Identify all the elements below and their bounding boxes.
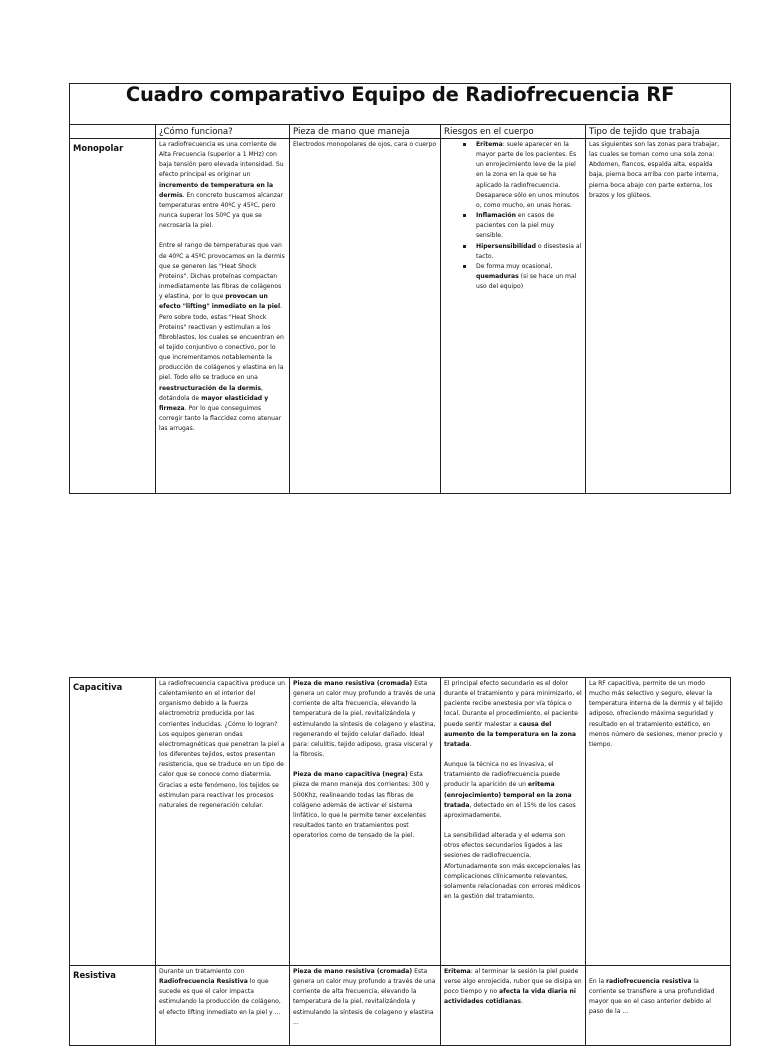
cell-capacitiva-tejido: La RF capacitiva, permite de un modo mucho más selectivo y seguro, elevar la temperatura interna de la dermis y el tejido adiposo, ofreciendo máxima seguridad y resultado en el tratamiento estético, en menos número de sesiones, menor precio y tiempo. (586, 678, 731, 966)
row-resistiva (70, 966, 731, 1046)
list-item: Hipersensibilidad o disestesia al tacto. (460, 242, 582, 262)
cell-monopolar-pieza: Electrodos monopolares de ojos, cara o cuerpo (290, 139, 441, 494)
comparison-table-top (69, 83, 731, 494)
header-riesgos: Riesgos en el cuerpo (441, 125, 586, 139)
cell-capacitiva-como-funciona: La radiofrecuencia capacitiva produce un calentamiento en el interior del organismo debido a la fuerza electromotriz producida por las corrientes inducidas. ¿Cómo lo logran? Los equipos generan ondas electromagnéticas que penetran la piel a los diferentes tejidos, estos presentan resistencia, que se traduce en un tipo de calor que se conoce como diatermia. Gracias a este fenómeno, los tejidos se estimulan para reactivar los procesos naturales de regeneración celular. (156, 678, 290, 966)
header-pieza-de-mano: Pieza de mano que maneja (290, 125, 441, 139)
cell-monopolar-riesgos (441, 139, 586, 494)
header-empty (70, 125, 156, 139)
riesgos-list (444, 140, 582, 292)
cell-resistiva-tejido: En la radiofrecuencia resistiva la corriente se transfiere a una profundidad mayor que en el caso anterior debido al paso de la ... (586, 966, 731, 1046)
row-label-capacitiva: Capacitiva (70, 678, 156, 966)
cell-resistiva-como-funciona: Durante un tratamiento con Radiofrecuencia Resistiva lo que sucede es que el calor impacta estimulando la producción de colágeno, el efecto lifting inmediato en la piel y ... (156, 966, 290, 1046)
list-item: Inflamación en casos de pacientes con la piel muy sensible. (460, 211, 582, 241)
comparison-table-bottom (69, 677, 731, 1046)
header-row (70, 125, 731, 139)
list-item: De forma muy ocasional, quemaduras (si se hace un mal uso del equipo) (460, 262, 582, 292)
cell-resistiva-pieza: Pieza de mano resistiva (cromada) Esta genera un calor muy profundo a través de una corriente de alta frecuencia, elevando la temperatura de la piel, revitalizándola y estimulando la síntesis de colageno y elastina ... (290, 966, 441, 1046)
cell-monopolar-tejido: Las siguientes son las zonas para trabajar, las cuales se toman como una sola zona: Abdomen, flancos, espalda alta, espalda baja, pierna boca arriba con parte interna, pierna boca abajo con parte externa, los brazos y los glúteos. (586, 139, 731, 494)
row-capacitiva (70, 678, 731, 966)
cell-monopolar-como-funciona: La radiofrecuencia es una corriente de Alta Frecuencia (superior a 1 MHz) con baja tensión pero elevada intensidad. Su efecto principal es originar un incremento de temperatura en la dermis. En concreto buscamos alcanzar temperaturas entre 40ºC y 45ºC, pero nunca superar los 50ºC ya que se necrosaría la piel. Entre el rango de temperaturas que van de 40ºC a 45ºC provocamos en la dermis que se generen las "Heat Shock Proteins". Dichas proteínas compactan inmediatamente las fibras de colágenos y elastina, por lo que provocan un efecto "lifting" inmediato en la piel. Pero sobre todo, estas "Heat Shock Proteins" reactivan y estimulan a los fibroblastos, los cuales se encuentran en el tejido conjuntivo o conectivo, por lo que incrementamos notablemente la producción de colágenos y elastina en la piel. Todo ello se traduce en una reestructuración de la dermis, dotándola de mayor elasticidad y firmeza. Por lo que conseguimos corregir tanto la flaccidez como atenuar las arrugas. (156, 139, 290, 494)
cell-resistiva-riesgos: Eritema: al terminar la sesión la piel puede verse algo enrojecida, rubor que se disipa en poco tiempo y no afecta la vida diaria ni actividades cotidianas. (441, 966, 586, 1046)
header-tipo-de-tejido: Tipo de tejido que trabaja (586, 125, 731, 139)
title-cell (70, 84, 731, 125)
cell-capacitiva-riesgos: El principal efecto secundario es el dolor durante el tratamiento y para minimizarlo, el paciente recibe anestesia por vía tópica o local. Durante el procedimiento, el paciente puede sentir malestar a causa del aumento de la temperatura en la zona tratada. Aunque la técnica no es invasiva, el tratamiento de radiofrecuencia puede producir la aparición de un eritema (enrojecimiento) temporal en la zona tratada, detectado en el 15% de los casos aproximadamente. La sensibilidad alterada y el edema son otros efectos secundarios ligados a las sesiones de radiofrecuencia. Afortunadamente son más excepcionales las complicaciones clínicamente relevantes, solamente relacionadas con errores médicos en la gestión del tratamiento. (441, 678, 586, 966)
cell-capacitiva-pieza: Pieza de mano resistiva (cromada) Esta genera un calor muy profundo a través de una corriente de alta frecuencia, elevando la temperatura de la piel, revitalizándola y estimulando la síntesis de colageno y elastina, regenerando el tejido celular dañado. Ideal para: celulitis, tejido adiposo, grasa visceral y la fibrosis. Pieza de mano capacitiva (negra) Esta pieza de mano maneja dos corrientes: 300 y 500Khz, realineando todas las fibras de colágeno además de activar el sistema linfático, lo que le permite tener excelentes resultados tanto en tratamientos post operatorios como de tensado de la piel. (290, 678, 441, 966)
row-monopolar (70, 139, 731, 494)
list-item: Eritema: suele aparecer en la mayor parte de los pacientes. Es un enrojecimiento leve de la piel en la zona en la que se ha aplicado la radiofrecuencia. Desaparece sólo en unos minutos o, como mucho, en unas horas. (460, 140, 582, 211)
row-label-monopolar: Monopolar (70, 139, 156, 494)
page-title: Cuadro comparativo Equipo de Radiofrecuencia RF (125, 82, 675, 106)
row-label-resistiva: Resistiva (70, 966, 156, 1046)
header-como-funciona: ¿Cómo funciona? (156, 125, 290, 139)
